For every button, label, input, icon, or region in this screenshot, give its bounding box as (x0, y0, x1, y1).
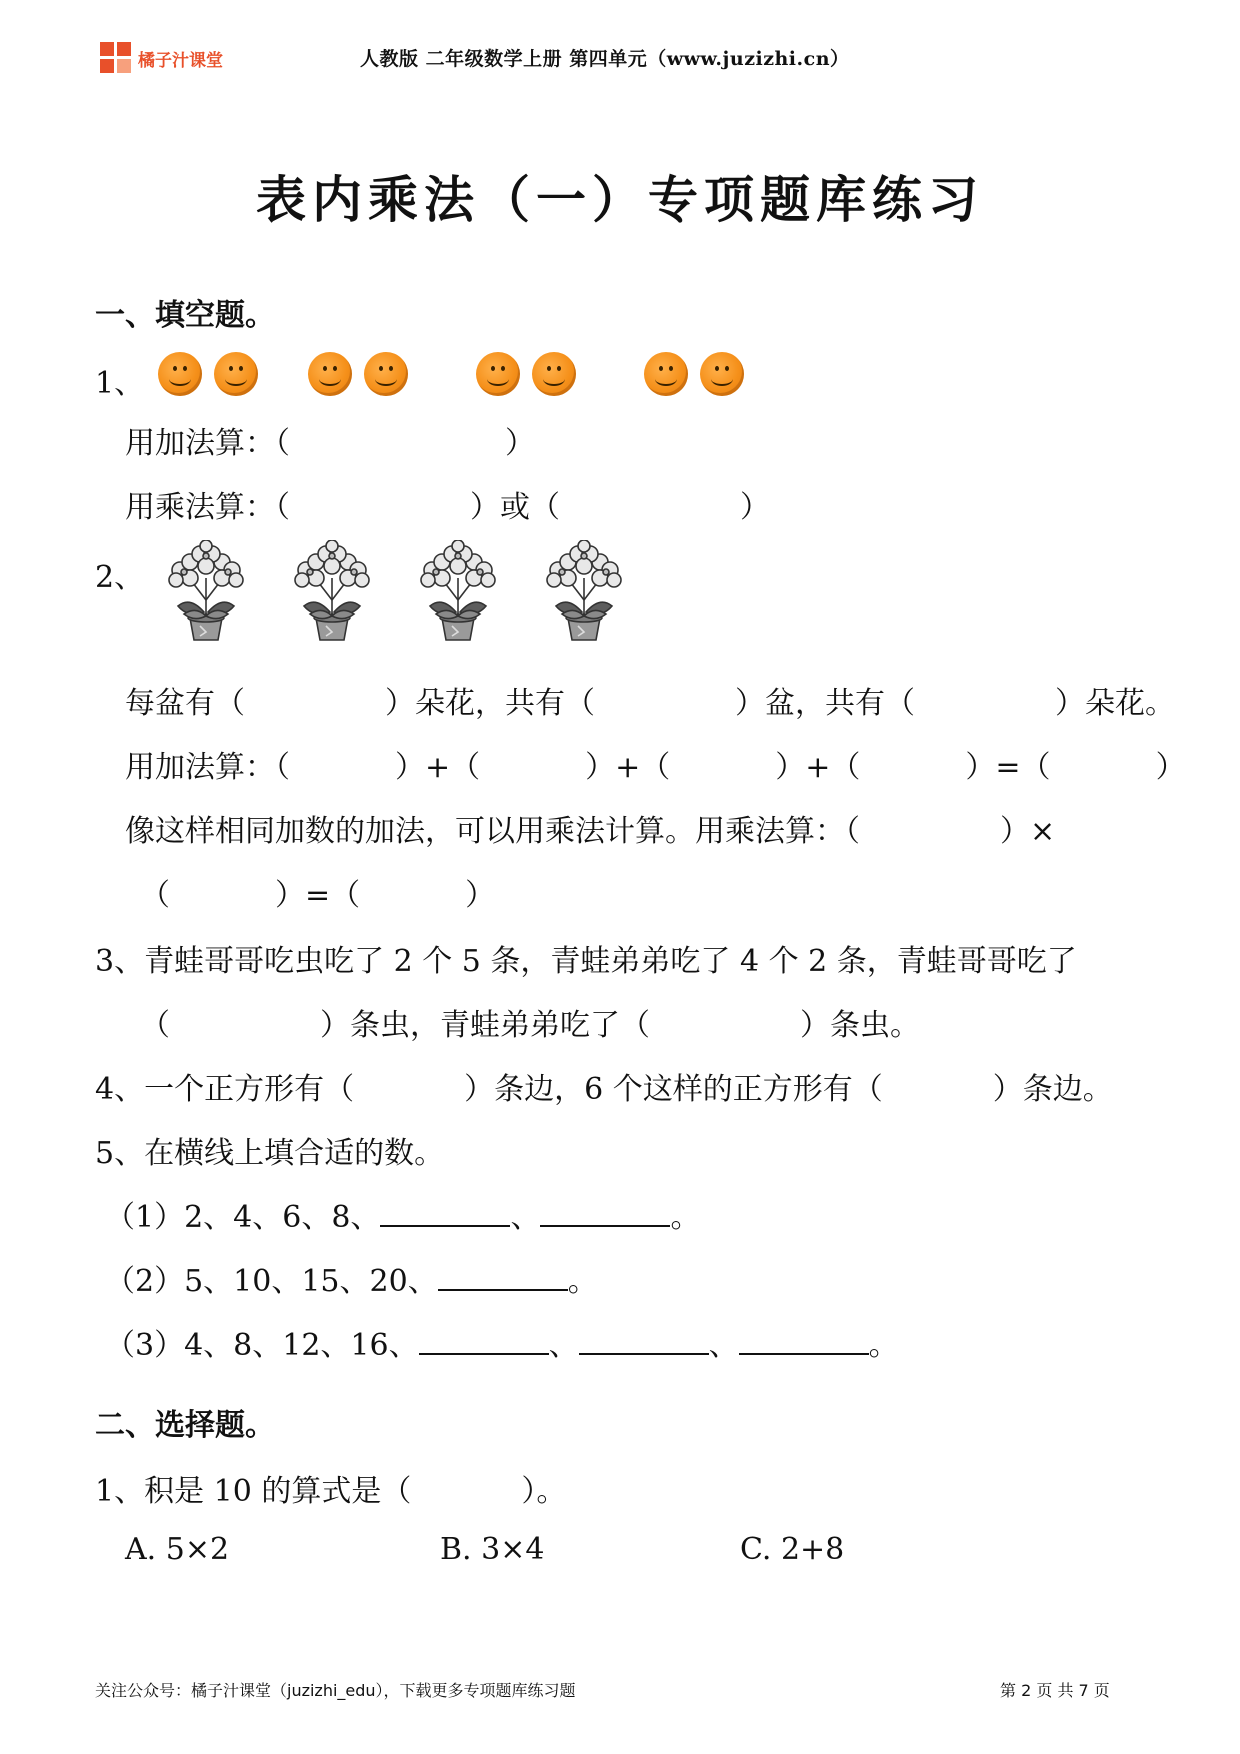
fill-line[interactable] (739, 1327, 869, 1355)
smiley-face-icon (532, 352, 576, 396)
page-title: 表内乘法（一）专项题库练习 (256, 171, 984, 229)
q3-line1: 3、青蛙哥哥吃虫吃了 2 个 5 条，青蛙弟弟吃了 4 个 2 条，青蛙哥哥吃了 (95, 944, 1077, 979)
q5-part1: （1）2、4、6、8、 、 。 (105, 1200, 701, 1235)
flower-pot-icon (412, 540, 500, 640)
header-title: 人教版 二年级数学上册 第四单元（www.juzizhi.cn） (360, 48, 850, 70)
q2-line2: 用加法算：（ ）+（ ）+（ ）+（ ）=（ ） (125, 750, 1186, 785)
fill-line[interactable] (419, 1327, 549, 1355)
section-heading-choice: 二、选择题。 (95, 1408, 275, 1443)
q2-line1: 每盆有（ ）朵花，共有（ ）盆，共有（ ）朵花。 (125, 686, 1175, 721)
smiley-face-icon (158, 352, 202, 396)
section-heading-fill: 一、填空题。 (95, 298, 275, 333)
q5-part3: （3）4、8、12、16、 、 、 。 (105, 1328, 899, 1363)
q1-mul-line: 用乘法算：（ ）或（ ） (125, 490, 770, 525)
smiley-face-icon (700, 352, 744, 396)
q2-number: 2、 (95, 560, 145, 595)
flower-pot-icon (538, 540, 626, 640)
option-a[interactable]: A. 5×2 (125, 1532, 230, 1567)
q1-add-line: 用加法算：（ ） (125, 426, 535, 461)
footer-note: 关注公众号：橘子汁课堂（juzizhi_edu），下载更多专项题库练习题 (95, 1681, 576, 1700)
q2-line3: 像这样相同加数的加法，可以用乘法计算。用乘法算：（ ）× (125, 814, 1056, 849)
fill-line[interactable] (438, 1263, 568, 1291)
fill-line[interactable] (540, 1199, 670, 1227)
logo-icon (100, 42, 132, 74)
q2-line4: （ ）=（ ） (140, 878, 496, 913)
fill-line[interactable] (579, 1327, 709, 1355)
q5-stem: 5、在横线上填合适的数。 (95, 1136, 445, 1171)
page-number: 第 2 页 共 7 页 (1000, 1681, 1110, 1700)
brand-logo (100, 40, 223, 76)
logo-text: 橘子汁课堂 (138, 50, 223, 71)
q5-part2: （2）5、10、15、20、 。 (105, 1264, 598, 1299)
option-c[interactable]: C. 2+8 (740, 1532, 845, 1567)
s2-q1-stem: 1、积是 10 的算式是（ ）。 (95, 1474, 567, 1509)
smiley-face-icon (644, 352, 688, 396)
smiley-face-icon (476, 352, 520, 396)
flower-pot-icon (160, 540, 248, 640)
q4-line: 4、一个正方形有（ ）条边，6 个这样的正方形有（ ）条边。 (95, 1072, 1113, 1107)
fill-line[interactable] (380, 1199, 510, 1227)
smiley-face-icon (364, 352, 408, 396)
smiley-face-icon (308, 352, 352, 396)
q3-line2: （ ）条虫，青蛙弟弟吃了（ ）条虫。 (140, 1008, 920, 1043)
flower-pot-icon (286, 540, 374, 640)
smiley-face-icon (214, 352, 258, 396)
option-b[interactable]: B. 3×4 (440, 1532, 545, 1567)
q1-number: 1、 (95, 366, 145, 401)
